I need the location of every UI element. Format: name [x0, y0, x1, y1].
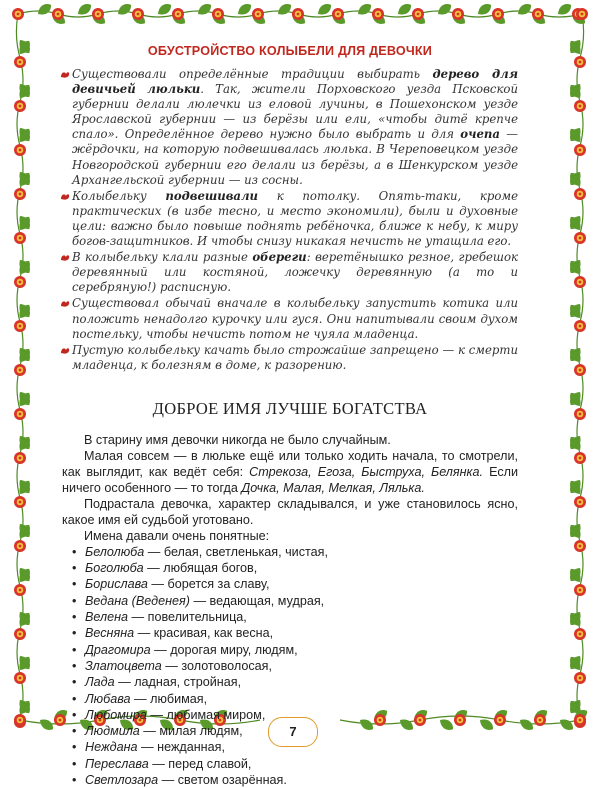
flower-icon	[14, 188, 26, 200]
flower-icon	[92, 8, 104, 20]
leaf-icon	[16, 434, 33, 452]
name: Переслава	[85, 756, 149, 771]
flower-icon	[574, 584, 586, 596]
flower-icon	[412, 8, 424, 20]
box-paragraph	[62, 67, 518, 188]
flower-icon	[574, 672, 586, 684]
leaf-icon	[567, 346, 584, 364]
text: В колыбельку клали разные	[72, 250, 253, 265]
leaf-icon	[16, 698, 33, 716]
meaning: — золотоволосая,	[161, 658, 272, 673]
italic-names: Дочка, Малая, Мелкая, Лялька.	[241, 480, 425, 495]
box-paragraph	[62, 343, 518, 373]
leaf-icon	[16, 170, 33, 188]
leaf-icon	[355, 1, 373, 18]
leaf-icon	[567, 434, 584, 452]
name: Боголюба	[85, 561, 144, 576]
leaf-icon	[567, 522, 584, 540]
emphasis: подвешивали	[165, 188, 259, 203]
text: . Так, жители Порховского уезда Псковской губернии делали люлечки из еловой лучины, в Пошехонском уезде Ярославской губернии — из берёзы или ели, «чтобы дитё крепче спало». Определённое дерево нужно было выбрать и для	[72, 82, 518, 142]
leaf-icon	[567, 258, 584, 276]
leaf-icon	[555, 1, 573, 18]
flower-icon	[14, 408, 26, 420]
meaning: — милая людям,	[139, 724, 243, 739]
flower-icon	[534, 714, 546, 726]
flower-icon	[172, 8, 184, 20]
list-item	[72, 576, 518, 592]
leaf-icon	[517, 716, 535, 733]
flower-icon	[252, 8, 264, 20]
flower-icon	[574, 232, 586, 244]
flower-icon	[14, 320, 26, 332]
list-item	[72, 642, 518, 658]
names-list	[62, 544, 518, 788]
leaf-icon	[115, 1, 133, 18]
ornament-bullet-icon	[60, 347, 70, 355]
flower-icon	[14, 144, 26, 156]
meaning: — перед славой,	[148, 756, 252, 771]
box-paragraph	[62, 250, 518, 295]
flower-icon	[14, 628, 26, 640]
body-paragraph	[62, 448, 518, 496]
text: Существовали определённые традиции выбирать	[72, 67, 433, 81]
name: Любомира	[85, 707, 147, 722]
flower-icon	[14, 276, 26, 288]
flower-icon	[452, 8, 464, 20]
meaning: — любящая богов,	[143, 561, 258, 576]
meaning: — дорогая миру, людям,	[150, 642, 298, 657]
flower-icon	[132, 8, 144, 20]
meaning: — повелительница,	[128, 610, 247, 625]
name: Людмила	[85, 724, 140, 739]
flower-icon	[574, 144, 586, 156]
leaf-icon	[435, 1, 453, 18]
flower-icon	[574, 408, 586, 420]
emphasis: очепа	[460, 127, 500, 142]
leaf-icon	[16, 610, 33, 628]
list-item	[72, 560, 518, 576]
flower-icon	[372, 8, 384, 20]
flower-icon	[212, 8, 224, 20]
flower-icon	[332, 8, 344, 20]
list-item	[72, 674, 518, 690]
name: Борислава	[85, 577, 148, 592]
ornament-bullet-icon	[60, 300, 70, 308]
box-title: ОБУСТРОЙСТВО КОЛЫБЕЛИ ДЛЯ ДЕВОЧКИ	[147, 44, 433, 58]
corner-flower-icon	[576, 8, 588, 20]
page-content	[62, 44, 518, 788]
box-paragraph	[62, 189, 518, 249]
corner-flower-icon	[14, 714, 26, 726]
meaning: — ладная, стройная,	[114, 675, 242, 690]
leaf-icon	[557, 716, 575, 733]
text: Малая совсем — в люльке ещё или только ходить начала, то смотрели, как выглядит, как ведёт себя:	[62, 448, 518, 479]
flower-icon	[574, 628, 586, 640]
name: Неждана	[85, 740, 138, 755]
corner-flower-icon	[574, 714, 586, 726]
leaf-icon	[515, 1, 533, 18]
ornament-bullet-icon	[60, 254, 70, 262]
leaf-icon	[567, 170, 584, 188]
flower-icon	[14, 56, 26, 68]
text: — жёрдочки, на которую подвешивалась люлька. В Череповецком уезде Новгородской губернии его делали из берёзы, а в Шенкурском уезде Архангельской губернии — из сосны.	[72, 127, 518, 187]
body-paragraph: Имена давали очень понятные:	[84, 528, 270, 543]
name: Любава	[85, 691, 131, 706]
flower-icon	[292, 8, 304, 20]
name: Белолюба	[85, 544, 145, 559]
meaning: — белая, светленькая, чистая,	[144, 544, 328, 559]
meaning: — светом озарённая.	[158, 773, 287, 788]
box-paragraph	[62, 296, 518, 341]
text: Существовал обычай вначале в колыбельку запустить котика или положить ненадолго курочку или гуся. Они напитывали своим духом постельку, чтобы нечисть потом не чуяла младенца.	[72, 296, 518, 341]
body-paragraph: Подрастала девочка, характер складывался, и уже становилось ясно, какое имя ей судьбой уготовано.	[62, 496, 518, 527]
section-title: ДОБРОЕ ИМЯ ЛУЧШЕ БОГАТСТВА	[152, 398, 428, 418]
ornament-bullet-icon	[60, 71, 70, 79]
text: Пустую колыбельку качать было строжайше запрещено — к смерти младенца, к болезням в доме, к разорению.	[72, 342, 518, 372]
list-item	[72, 658, 518, 674]
name: Весняна	[85, 626, 135, 641]
flower-icon	[574, 452, 586, 464]
leaf-icon	[567, 82, 584, 100]
leaf-icon	[35, 1, 53, 18]
name: Светлозара	[85, 773, 159, 788]
text: Если ничего особенного — то тогда	[62, 464, 519, 495]
meaning: — любимая миром,	[146, 707, 266, 722]
leaf-icon	[16, 82, 33, 100]
flower-icon	[14, 540, 26, 552]
flower-icon	[52, 8, 64, 20]
name: Велена	[85, 610, 129, 625]
flower-icon	[14, 364, 26, 376]
list-item	[72, 593, 518, 609]
corner-flower-icon	[12, 8, 24, 20]
flower-icon	[574, 188, 586, 200]
flower-icon	[574, 56, 586, 68]
body-paragraph: В старину имя девочки никогда не было случайным.	[84, 432, 391, 447]
flower-icon	[574, 364, 586, 376]
list-item	[72, 625, 518, 641]
list-item	[72, 691, 518, 707]
page-number: 7	[268, 717, 318, 747]
list-item	[72, 756, 518, 772]
leaf-icon	[16, 258, 33, 276]
text: к потолку. Опять-таки, кроме практических (в избе тесно, и место экономили), были и духовные цели: важно было повыше поднять ребёночка, ближе к небу, к миру богов-защитников. И чтобы снизу никакая нечисть не утащила его.	[72, 188, 518, 249]
ornament-bullet-icon	[60, 193, 70, 201]
flower-icon	[492, 8, 504, 20]
flower-icon	[574, 320, 586, 332]
flower-icon	[574, 496, 586, 508]
flower-icon	[14, 496, 26, 508]
flower-icon	[14, 452, 26, 464]
leaf-icon	[16, 522, 33, 540]
list-item	[72, 544, 518, 560]
list-item	[72, 772, 518, 788]
text: : веретёнышко резное, гребешок деревянный или костяной, ложечку деревянную (а то и серебряную!) расписную.	[72, 250, 518, 295]
flower-icon	[574, 540, 586, 552]
emphasis: обереги	[252, 250, 307, 265]
flower-icon	[574, 276, 586, 288]
leaf-icon	[37, 716, 55, 733]
name: Златоцвета	[85, 658, 162, 673]
text: Колыбельку	[72, 188, 166, 203]
italic-names: Стрекоза, Егоза, Быструха, Белянка.	[249, 464, 484, 479]
leaf-icon	[16, 346, 33, 364]
meaning: — любимая,	[130, 691, 208, 706]
emphasis: дерево для девичьей люльки	[72, 67, 518, 97]
meaning: — борется за славу,	[147, 577, 270, 592]
flower-icon	[14, 232, 26, 244]
name: Драгомира	[85, 642, 151, 657]
flower-icon	[14, 100, 26, 112]
leaf-icon	[567, 610, 584, 628]
meaning: — красивая, как весна,	[134, 626, 274, 641]
name: Ведана (Веденея)	[85, 593, 190, 608]
flower-icon	[574, 100, 586, 112]
meaning: — ведающая, мудрая,	[189, 593, 325, 608]
list-item	[72, 609, 518, 625]
meaning: — нежданная,	[137, 740, 225, 755]
flower-icon	[14, 672, 26, 684]
flower-icon	[14, 584, 26, 596]
leaf-icon	[275, 1, 293, 18]
name: Лада	[85, 675, 115, 690]
leaf-icon	[195, 1, 213, 18]
flower-icon	[532, 8, 544, 20]
